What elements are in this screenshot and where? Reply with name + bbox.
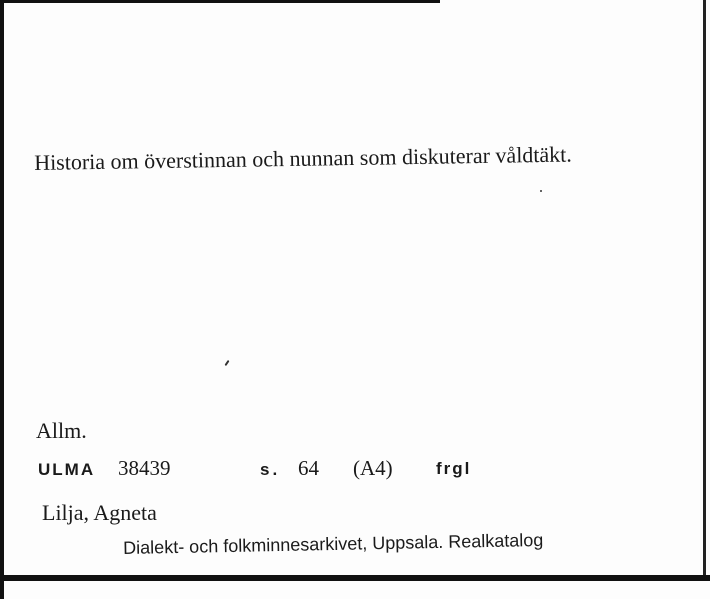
card-left-edge	[0, 0, 4, 599]
card-title: Historia om överstinnan och nunnan som diskuterar våldtäkt.	[34, 141, 572, 175]
recorder-name: Lilja, Agneta	[42, 500, 157, 525]
category-label: Allm.	[36, 418, 87, 443]
page-count: 64	[298, 456, 319, 480]
card-top-edge	[0, 0, 440, 3]
scan-speck	[224, 360, 229, 366]
card-right-edge	[703, 0, 706, 575]
material-type: frgl	[436, 459, 472, 478]
scan-speck	[540, 190, 542, 192]
page-prefix: s.	[260, 460, 281, 479]
reference-row	[38, 456, 538, 484]
archive-footer: Dialekt- och folkminnesarkivet, Uppsala. Realkatalog	[123, 529, 544, 558]
paper-format: (A4)	[353, 456, 393, 480]
record-number: 38439	[118, 456, 171, 480]
archive-code: ULMA	[38, 460, 96, 479]
card-bottom-edge	[0, 575, 710, 581]
